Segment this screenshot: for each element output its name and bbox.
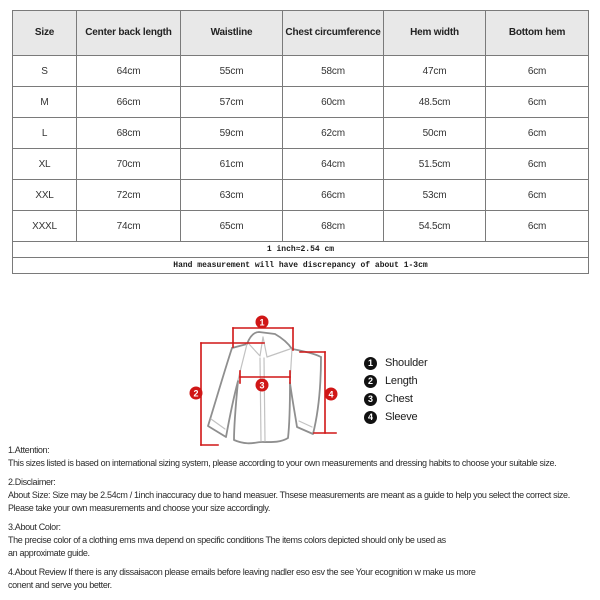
note-about-color [8, 521, 598, 560]
table-row-xxl [13, 180, 589, 211]
legend-item-label: Chest [385, 393, 413, 405]
marker-3-chest [256, 379, 269, 392]
table-row-s [13, 56, 589, 87]
legend-number-badge: 1 [364, 357, 377, 370]
notes-section [8, 444, 598, 598]
table-cell: 72cm [77, 180, 181, 211]
table-cell: 53cm [384, 180, 486, 211]
measure-line-length [201, 343, 264, 445]
table-cell: 6cm [486, 56, 589, 87]
footnote-text: 1 inch≈2.54 cm [13, 242, 589, 258]
column-header-center-back-length: Center back length [77, 11, 181, 56]
marker-4-sleeve [325, 388, 338, 401]
legend-item-label: Shoulder [385, 357, 428, 369]
svg-text:1: 1 [259, 317, 265, 328]
column-header-chest-circumference: Chest circumference [283, 11, 384, 56]
table-cell: 6cm [486, 87, 589, 118]
table-row-m [13, 87, 589, 118]
size-chart-table [12, 10, 589, 274]
legend-number-badge: 4 [364, 411, 377, 424]
footnote-text: Hand measurement will have discrepancy of about 1-3cm [13, 258, 589, 274]
marker-2-length [190, 387, 203, 400]
legend-number-badge: 2 [364, 375, 377, 388]
measurement-lines [201, 328, 336, 445]
table-cell: 62cm [283, 118, 384, 149]
note-disclaimer [8, 476, 598, 515]
legend-item-shoulder [364, 354, 427, 372]
legend-item-length [364, 372, 427, 390]
table-row-xxxl [13, 211, 589, 242]
legend-item-label: Sleeve [385, 411, 418, 423]
table-cell: 61cm [181, 149, 283, 180]
note-about-review [8, 566, 598, 592]
table-cell: 51.5cm [384, 149, 486, 180]
note-text: About Size: Size may be 2.54cm / 1inch inaccuracy due to hand measuer. Thsese measurements are meant as a guide to help you select the correct size. [8, 490, 570, 500]
column-header-waistline: Waistline [181, 11, 283, 56]
note-attention [8, 444, 598, 470]
measurement-legend [364, 354, 427, 426]
legend-item-label: Length [385, 375, 418, 387]
table-cell: 55cm [181, 56, 283, 87]
table-cell: XXL [13, 180, 77, 211]
table-cell: 68cm [283, 211, 384, 242]
table-cell: 64cm [77, 56, 181, 87]
column-header-hem-width: Hem width [384, 11, 486, 56]
column-header-size: Size [13, 11, 77, 56]
table-cell: 59cm [181, 118, 283, 149]
note-text: 4.About Review If there is any dissaisacon please emails before leaving nadler eso esv the see Your ecognition w make us more [8, 567, 476, 577]
table-cell: 58cm [283, 56, 384, 87]
svg-text:2: 2 [193, 388, 199, 399]
table-cell: 74cm [77, 211, 181, 242]
legend-item-sleeve [364, 408, 427, 426]
table-cell: 68cm [77, 118, 181, 149]
table-cell: 57cm [181, 87, 283, 118]
svg-text:4: 4 [328, 389, 334, 400]
table-cell: 50cm [384, 118, 486, 149]
note-text: conent and serve you better. [8, 580, 112, 590]
marker-1-shoulder [256, 316, 269, 329]
table-cell: S [13, 56, 77, 87]
note-text: This sizes listed is based on international sizing system, please according to your own measurements and dressing habits to choose your suitable size. [8, 458, 557, 468]
table-cell: 6cm [486, 180, 589, 211]
table-cell: XXXL [13, 211, 77, 242]
note-title: 2.Disclaimer: [8, 477, 56, 487]
column-header-bottom-hem: Bottom hem [486, 11, 589, 56]
table-cell: 6cm [486, 118, 589, 149]
note-text: The precise color of a clothing ems mva depend on specific conditions The items colors depicted should only be used as [8, 535, 446, 545]
footnote-row-hand-measurement [13, 258, 589, 274]
table-cell: 54.5cm [384, 211, 486, 242]
note-text: Please take your own measurements and choose your size accordingly. [8, 503, 271, 513]
table-cell: 65cm [181, 211, 283, 242]
table-row-xl [13, 149, 589, 180]
table-cell: M [13, 87, 77, 118]
table-cell: 47cm [384, 56, 486, 87]
svg-text:3: 3 [259, 380, 265, 391]
footnote-row-inch [13, 242, 589, 258]
table-cell: 64cm [283, 149, 384, 180]
table-cell: L [13, 118, 77, 149]
table-row-l [13, 118, 589, 149]
table-cell: 63cm [181, 180, 283, 211]
table-cell: 66cm [77, 87, 181, 118]
note-title: 1.Attention: [8, 445, 50, 455]
legend-number-badge: 3 [364, 393, 377, 406]
table-cell: 70cm [77, 149, 181, 180]
table-cell: 6cm [486, 149, 589, 180]
note-title: 3.About Color: [8, 522, 61, 532]
table-cell: 60cm [283, 87, 384, 118]
table-cell: 6cm [486, 211, 589, 242]
legend-item-chest [364, 390, 427, 408]
note-text: an approximate guide. [8, 548, 90, 558]
table-cell: 66cm [283, 180, 384, 211]
header-row [13, 11, 589, 56]
table-cell: 48.5cm [384, 87, 486, 118]
table-cell: XL [13, 149, 77, 180]
